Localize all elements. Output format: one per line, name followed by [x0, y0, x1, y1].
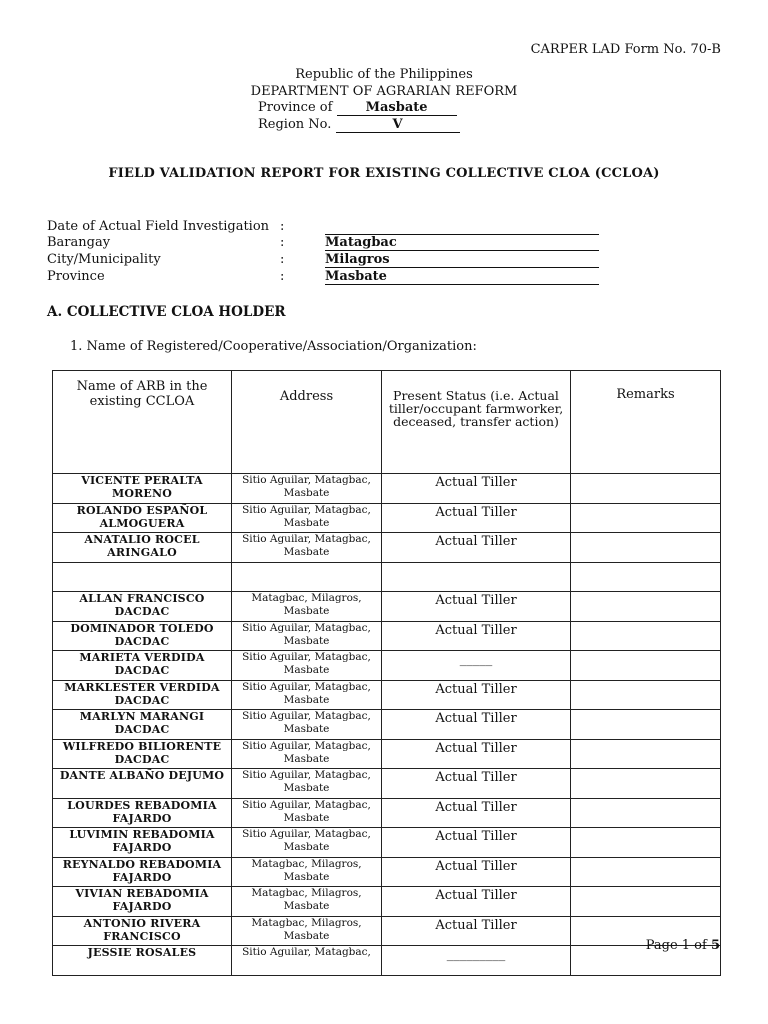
status-cell: Actual Tiller [382, 739, 571, 769]
address-cell [232, 562, 382, 592]
status-cell: Actual Tiller [382, 710, 571, 740]
status-cell: Actual Tiller [382, 769, 571, 799]
arb-name-cell: ANTONIO RIVERA FRANCISCO [53, 916, 232, 946]
info-value: Masbate [325, 269, 599, 285]
header-remarks: Remarks [571, 371, 721, 474]
status-cell: Actual Tiller [382, 503, 571, 533]
remarks-cell [571, 621, 721, 651]
region-value: V [336, 117, 460, 133]
address-cell: Matagbac, Milagros, Masbate [232, 916, 382, 946]
address-cell: Sitio Aguilar, Matagbac, Masbate [232, 769, 382, 799]
status-cell: Actual Tiller [382, 533, 571, 563]
arb-name-cell: MARIETA VERDIDA DACDAC [53, 651, 232, 681]
table-row [53, 651, 721, 681]
ccloa-holder-table [52, 370, 721, 976]
address-cell: Sitio Aguilar, Matagbac, Masbate [232, 474, 382, 504]
table-row [53, 798, 721, 828]
address-cell: Sitio Aguilar, Matagbac, Masbate [232, 651, 382, 681]
status-cell: Actual Tiller [382, 857, 571, 887]
address-cell: Sitio Aguilar, Matagbac, Masbate [232, 621, 382, 651]
status-cell: Actual Tiller [382, 474, 571, 504]
info-row [47, 269, 607, 286]
header-name: Name of ARB in the existing CCLOA [53, 371, 232, 474]
table-row [53, 739, 721, 769]
table-row [53, 828, 721, 858]
province-line [258, 100, 457, 116]
remarks-cell [571, 769, 721, 799]
region-line [258, 117, 460, 133]
status-cell: Actual Tiller [382, 916, 571, 946]
address-cell: Sitio Aguilar, Matagbac, Masbate [232, 710, 382, 740]
table-row [53, 533, 721, 563]
arb-name-cell: DOMINADOR TOLEDO DACDAC [53, 621, 232, 651]
status-cell: Actual Tiller [382, 592, 571, 622]
remarks-cell [571, 739, 721, 769]
remarks-cell [571, 680, 721, 710]
table-row [53, 562, 721, 592]
address-cell: Matagbac, Milagros, Masbate [232, 592, 382, 622]
remarks-cell [571, 474, 721, 504]
arb-name-cell: JESSIE ROSALES [53, 946, 232, 976]
info-value: Milagros [325, 252, 599, 268]
arb-name-cell: LOURDES REBADOMIA FAJARDO [53, 798, 232, 828]
info-colon: : [280, 252, 285, 267]
info-colon: : [280, 269, 285, 284]
table-row [53, 710, 721, 740]
province-label: Province of [258, 100, 333, 115]
remarks-cell [571, 887, 721, 917]
arb-name-cell: MARLYN MARANGI DACDAC [53, 710, 232, 740]
section-a-heading: A. COLLECTIVE CLOA HOLDER [47, 304, 286, 320]
arb-name-cell: ALLAN FRANCISCO DACDAC [53, 592, 232, 622]
info-label: City/Municipality [47, 252, 161, 267]
arb-name-cell: WILFREDO BILIORENTE DACDAC [53, 739, 232, 769]
header-present-status: Present Status (i.e. Actual tiller/occupant farmworker, deceased, transfer action) [382, 371, 571, 474]
republic-line: Republic of the Philippines [295, 67, 473, 82]
status-cell: _________ [382, 946, 571, 976]
info-label: Date of Actual Field Investigation [47, 219, 270, 234]
table-header-row [53, 371, 721, 474]
arb-name-cell: VIVIAN REBADOMIA FAJARDO [53, 887, 232, 917]
address-cell: Matagbac, Milagros, Masbate [232, 887, 382, 917]
province-value: Masbate [337, 100, 457, 116]
remarks-cell [571, 857, 721, 887]
page-total: 5 [710, 938, 720, 953]
table-row [53, 680, 721, 710]
info-colon: : [280, 219, 285, 234]
form-number: CARPER LAD Form No. 70-B [530, 42, 721, 57]
remarks-cell [571, 828, 721, 858]
status-cell: Actual Tiller [382, 887, 571, 917]
status-cell: Actual Tiller [382, 680, 571, 710]
table-row [53, 916, 721, 946]
arb-name-cell: REYNALDO REBADOMIA FAJARDO [53, 857, 232, 887]
info-value: Matagbac [325, 235, 599, 251]
info-row [47, 252, 607, 269]
arb-name-cell: DANTE ALBAÑO DEJUMO [53, 769, 232, 799]
info-row [47, 219, 607, 236]
department-line: DEPARTMENT OF AGRARIAN REFORM [250, 84, 518, 99]
region-label: Region No. [258, 117, 332, 132]
address-cell: Sitio Aguilar, Matagbac, [232, 946, 382, 976]
table-row [53, 946, 721, 976]
remarks-cell [571, 798, 721, 828]
header-address: Address [232, 371, 382, 474]
arb-name-cell: VICENTE PERALTA MORENO [53, 474, 232, 504]
remarks-cell [571, 651, 721, 681]
remarks-cell [571, 710, 721, 740]
remarks-cell [571, 533, 721, 563]
info-row [47, 235, 607, 252]
arb-name-cell: ROLANDO ESPAÑOL ALMOGUERA [53, 503, 232, 533]
remarks-cell [571, 592, 721, 622]
table-row [53, 769, 721, 799]
status-cell: Actual Tiller [382, 621, 571, 651]
status-cell: _____ [382, 651, 571, 681]
table-row [53, 503, 721, 533]
address-cell: Matagbac, Milagros, Masbate [232, 857, 382, 887]
status-cell: Actual Tiller [382, 798, 571, 828]
address-cell: Sitio Aguilar, Matagbac, Masbate [232, 828, 382, 858]
remarks-cell [571, 562, 721, 592]
address-cell: Sitio Aguilar, Matagbac, Masbate [232, 680, 382, 710]
table-row [53, 857, 721, 887]
info-label: Province [47, 269, 105, 284]
info-label: Barangay [47, 235, 111, 250]
address-cell: Sitio Aguilar, Matagbac, Masbate [232, 798, 382, 828]
info-colon: : [280, 235, 285, 250]
table-row [53, 474, 721, 504]
page-indicator [646, 938, 720, 953]
address-cell: Sitio Aguilar, Matagbac, Masbate [232, 739, 382, 769]
address-cell: Sitio Aguilar, Matagbac, Masbate [232, 503, 382, 533]
table-row [53, 621, 721, 651]
question-1: 1. Name of Registered/Cooperative/Association/Organization: [70, 339, 477, 354]
report-title: FIELD VALIDATION REPORT FOR EXISTING COLLECTIVE CLOA (CCLOA) [108, 166, 660, 181]
address-cell: Sitio Aguilar, Matagbac, Masbate [232, 533, 382, 563]
remarks-cell [571, 503, 721, 533]
table-row [53, 887, 721, 917]
table-row [53, 592, 721, 622]
arb-name-cell: ANATALIO ROCEL ARINGALO [53, 533, 232, 563]
arb-name-cell: MARKLESTER VERDIDA DACDAC [53, 680, 232, 710]
info-value [325, 219, 599, 235]
status-cell [382, 562, 571, 592]
arb-name-cell [53, 562, 232, 592]
status-cell: Actual Tiller [382, 828, 571, 858]
page-prefix: Page 1 of [645, 938, 711, 953]
arb-name-cell: LUVIMIN REBADOMIA FAJARDO [53, 828, 232, 858]
